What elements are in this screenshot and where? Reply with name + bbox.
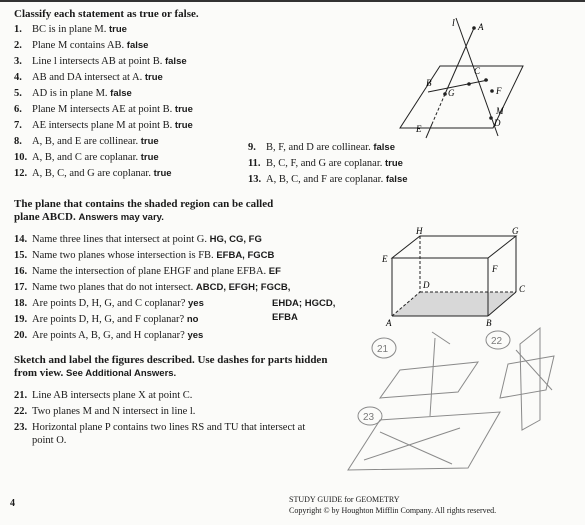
item-23: 23. Horizontal plane P contains two lines RS and TU that intersect at — [14, 422, 306, 433]
svg-text:23: 23 — [363, 412, 375, 423]
svg-text:22: 22 — [491, 336, 503, 347]
item-3: 3. Line l intersects AB at point B. false — [14, 56, 187, 67]
section3-heading-line2: from view. See Additional Answers. — [14, 367, 177, 379]
label-e: E — [416, 124, 422, 134]
section2-heading-line2: plane ABCD. Answers may vary. — [14, 211, 164, 223]
item-15: 15. Name two planes whose intersection is FB. EFBA, FGCB — [14, 250, 275, 261]
footer-title: STUDY GUIDE for GEOMETRY — [289, 495, 400, 504]
svg-text:D: D — [423, 280, 430, 290]
label-f: F — [496, 86, 502, 96]
svg-text:F: F — [492, 264, 498, 274]
svg-text:A: A — [386, 318, 392, 328]
section3-heading-line1: Sketch and label the figures described. Use dashes for parts hidden — [14, 354, 328, 366]
item-5: 5. AD is in plane M. false — [14, 88, 132, 99]
item-17-answer-line3: EFBA — [272, 312, 298, 323]
label-d: D — [494, 118, 501, 128]
item-17: 17. Name two planes that do not intersect. ABCD, EFGH; FGCB, — [14, 282, 291, 293]
plane-m-figure — [388, 16, 528, 141]
section1-heading: Classify each statement as true or false. — [14, 8, 199, 20]
item-11: 11. B, C, F, and G are coplanar. true — [248, 158, 403, 169]
svg-text:21: 21 — [377, 344, 389, 355]
label-c: C — [474, 66, 481, 76]
label-a: A — [478, 22, 484, 32]
label-b: B — [426, 78, 432, 88]
item-10: 10. A, B, and C are coplanar. true — [14, 152, 159, 163]
item-12: 12. A, B, C, and G are coplanar. true — [14, 168, 172, 179]
label-l: l — [452, 18, 455, 29]
svg-text:C: C — [519, 284, 526, 294]
svg-text:H: H — [416, 226, 423, 236]
svg-text:B: B — [486, 318, 492, 328]
item-23-line2: point O. — [32, 435, 67, 446]
item-6: 6. Plane M intersects AE at point B. true — [14, 104, 193, 115]
item-20: 20. Are points A, B, G, and H coplanar? yes — [14, 330, 204, 341]
svg-text:G: G — [512, 226, 519, 236]
page-number: 4 — [10, 498, 15, 509]
item-7: 7. AE intersects plane M at point B. true — [14, 120, 193, 131]
item-14: 14. Name three lines that intersect at point G. HG, CG, FG — [14, 234, 262, 245]
box-figure — [378, 228, 538, 328]
item-8: 8. A, B, and E are collinear. true — [14, 136, 159, 147]
item-22: 22. Two planes M and N intersect in line l. — [14, 406, 196, 417]
item-1: 1. BC is in plane M. true — [14, 24, 127, 35]
footer-copyright: Copyright © by Houghton Mifflin Company. All rights reserved. — [289, 506, 497, 515]
svg-text:E: E — [382, 254, 388, 264]
label-m: M — [496, 106, 504, 116]
label-g: G — [448, 88, 455, 98]
item-2: 2. Plane M contains AB. false — [14, 40, 149, 51]
item-17-answer-line2: EHDA; HGCD, — [272, 298, 336, 309]
item-13: 13. A, B, C, and F are coplanar. false — [248, 174, 408, 185]
item-21: 21. Line AB intersects plane X at point C. — [14, 390, 193, 401]
item-9: 9. B, F, and D are collinear. false — [248, 142, 395, 153]
section2-heading-line1: The plane that contains the shaded region can be called — [14, 198, 274, 210]
item-4: 4. AB and DA intersect at A. true — [14, 72, 163, 83]
handwritten-sketches — [340, 320, 560, 480]
item-18: 18. Are points D, H, G, and C coplanar? yes — [14, 298, 204, 309]
item-16: 16. Name the intersection of plane EHGF and plane EFBA. EF — [14, 266, 281, 277]
item-19: 19. Are points D, H, G, and F coplanar? no — [14, 314, 199, 325]
